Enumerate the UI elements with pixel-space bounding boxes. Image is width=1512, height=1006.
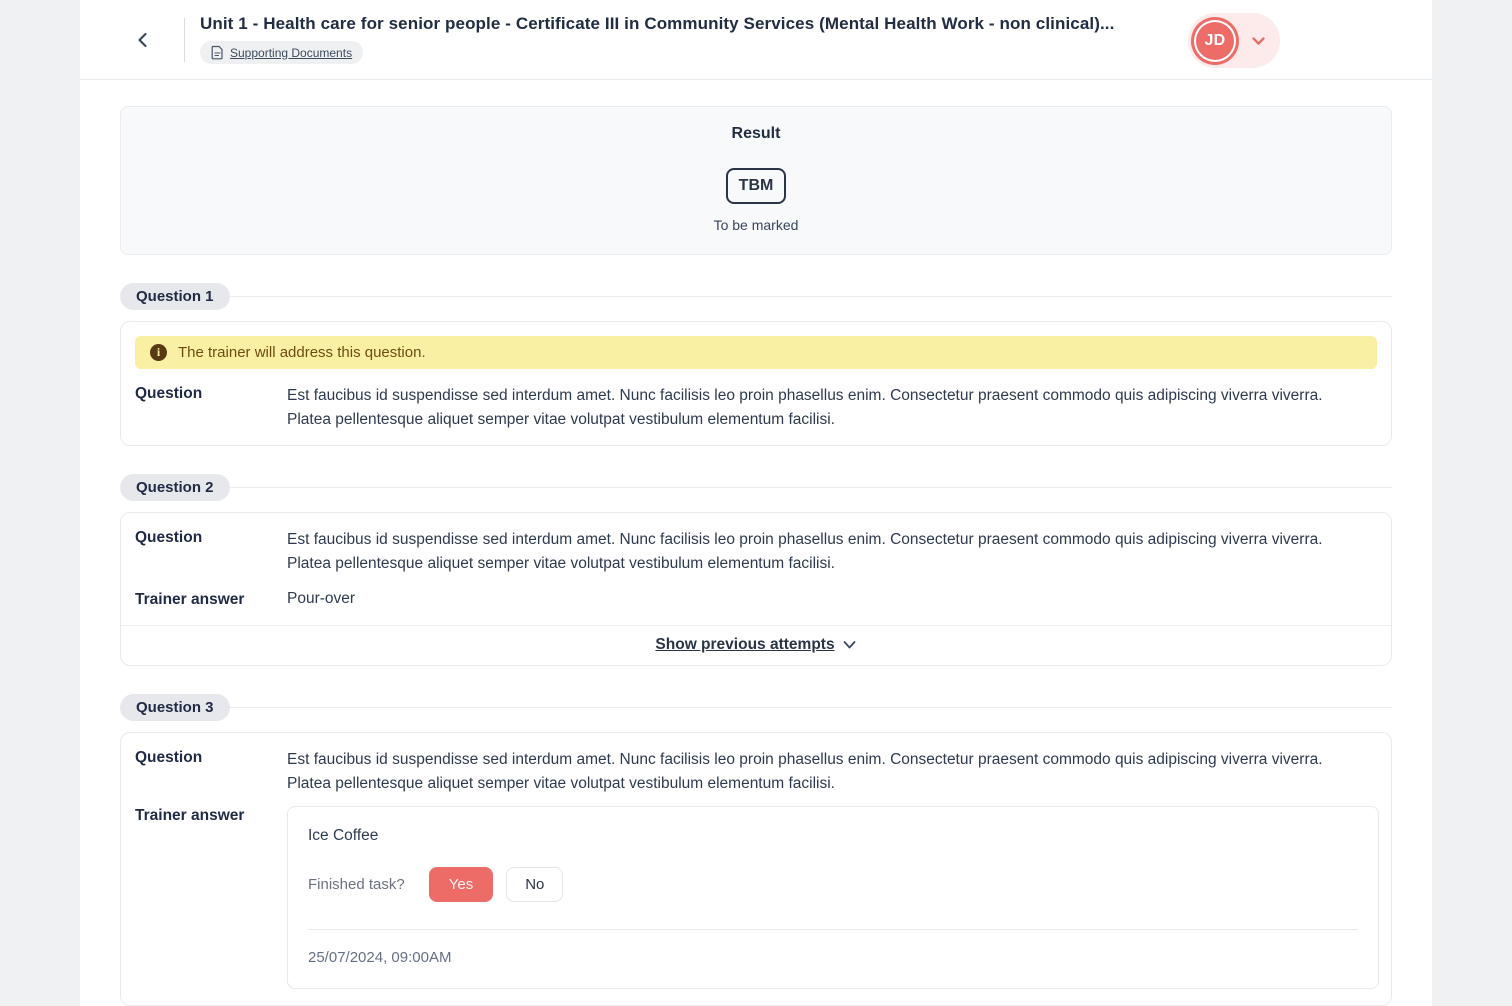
chevron-down-icon bbox=[842, 640, 857, 650]
result-description: To be marked bbox=[713, 217, 799, 233]
question-1-header bbox=[120, 283, 1392, 310]
answer-title: Ice Coffee bbox=[308, 827, 379, 844]
question-row bbox=[121, 513, 1391, 590]
document-icon bbox=[211, 45, 224, 60]
show-previous-attempts-label: Show previous attempts bbox=[655, 636, 835, 653]
section-divider bbox=[230, 487, 1392, 488]
page-title: Unit 1 - Health care for senior people - Certificate III in Community Services (Mental Health Work - non clinical)... bbox=[200, 14, 1115, 33]
question-text: Est faucibus id suspendisse sed interdum amet. Nunc facilisis leo proin phasellus enim. Consectetur praesent commodo quis adipiscing viverra viverra. Platea pellentesque aliquet semper vitae volutpat vestibulum elementum facilisi. bbox=[287, 751, 1323, 792]
question-3-card bbox=[120, 732, 1392, 1006]
chevron-down-icon bbox=[1251, 36, 1266, 46]
question-3-pill: Question 3 bbox=[120, 694, 230, 721]
result-card bbox=[120, 106, 1392, 255]
result-title: Result bbox=[731, 125, 781, 142]
title-block bbox=[200, 14, 1114, 65]
no-button[interactable]: No bbox=[506, 867, 563, 902]
question-2-header bbox=[120, 474, 1392, 501]
answer-timestamp: 25/07/2024, 09:00AM bbox=[308, 949, 452, 966]
avatar-initials: JD bbox=[1204, 31, 1226, 49]
yes-button[interactable]: Yes bbox=[429, 867, 493, 902]
question-2-card bbox=[120, 512, 1392, 666]
back-button[interactable] bbox=[127, 24, 159, 56]
trainer-answer-label: Trainer answer bbox=[135, 807, 245, 824]
show-previous-attempts-button[interactable] bbox=[655, 636, 856, 654]
trainer-answer-card bbox=[287, 806, 1379, 989]
avatar bbox=[1191, 17, 1239, 65]
question-row bbox=[121, 369, 1391, 445]
finished-task-label: Finished task? bbox=[308, 876, 405, 893]
supporting-documents-label: Supporting Documents bbox=[230, 45, 353, 60]
finished-task-row bbox=[308, 867, 1358, 902]
trainer-banner bbox=[135, 336, 1377, 369]
main-page bbox=[80, 0, 1432, 1006]
section-divider bbox=[230, 296, 1392, 297]
answer-divider bbox=[308, 929, 1358, 930]
trainer-answer-label: Trainer answer bbox=[135, 591, 245, 608]
trainer-answer-value: Pour-over bbox=[287, 590, 356, 607]
question-1-pill: Question 1 bbox=[120, 283, 230, 310]
header-divider bbox=[184, 18, 185, 62]
content bbox=[80, 80, 1432, 1006]
header bbox=[80, 0, 1432, 80]
info-icon: i bbox=[150, 344, 167, 361]
trainer-answer-row bbox=[121, 590, 1391, 625]
question-label: Question bbox=[135, 385, 203, 402]
question-text: Est faucibus id suspendisse sed interdum amet. Nunc facilisis leo proin phasellus enim. Consectetur praesent commodo quis adipiscing viverra viverra. Platea pellentesque aliquet semper vitae volutpat vestibulum elementum facilisi. bbox=[287, 387, 1323, 428]
section-divider bbox=[230, 707, 1392, 708]
trainer-answer-row bbox=[121, 806, 1391, 1005]
supporting-documents-link[interactable] bbox=[200, 41, 363, 64]
question-label: Question bbox=[135, 749, 203, 766]
chevron-left-icon bbox=[133, 30, 153, 50]
question-label: Question bbox=[135, 529, 203, 546]
previous-attempts-row bbox=[121, 625, 1391, 665]
question-2-pill: Question 2 bbox=[120, 474, 230, 501]
trainer-banner-text: The trainer will address this question. bbox=[178, 344, 426, 361]
question-1-card bbox=[120, 321, 1392, 446]
question-3-header bbox=[120, 694, 1392, 721]
result-badge: TBM bbox=[726, 168, 787, 204]
question-row bbox=[121, 733, 1391, 806]
question-text: Est faucibus id suspendisse sed interdum amet. Nunc facilisis leo proin phasellus enim. Consectetur praesent commodo quis adipiscing viverra viverra. Platea pellentesque aliquet semper vitae volutpat vestibulum elementum facilisi. bbox=[287, 531, 1323, 572]
user-menu[interactable] bbox=[1188, 13, 1280, 68]
